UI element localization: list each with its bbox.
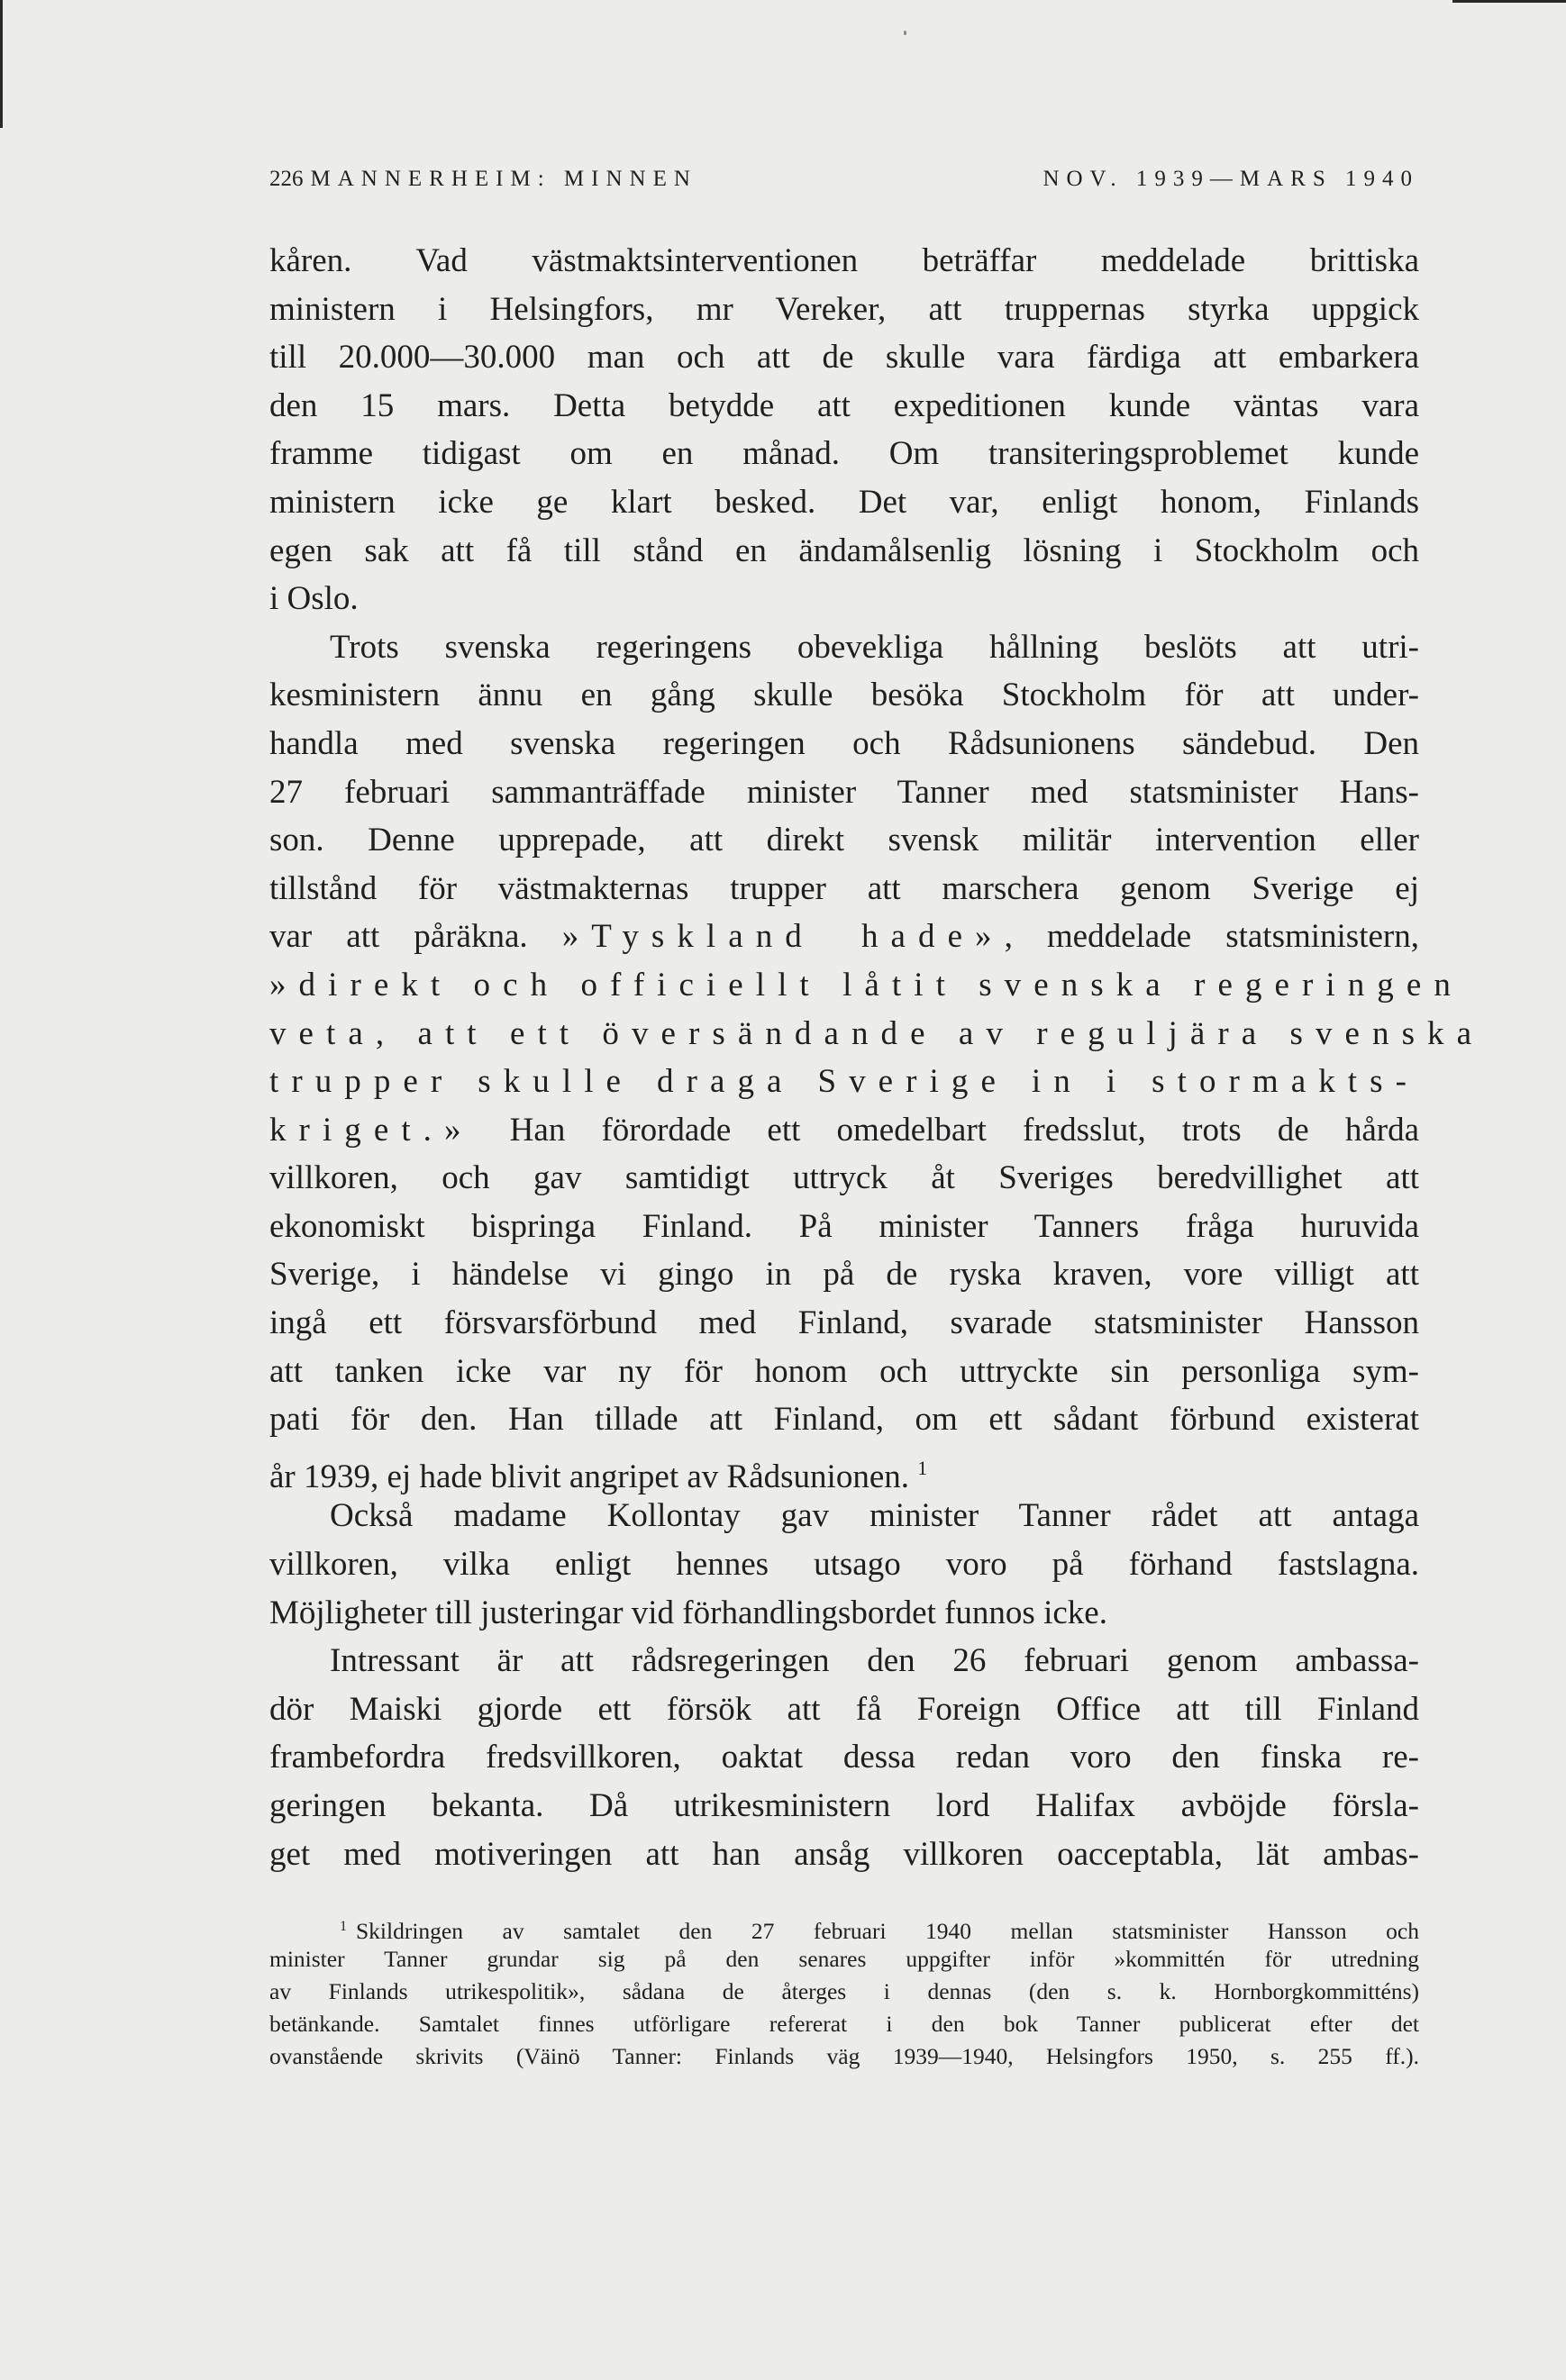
text-line: geringen bekanta. Då utrikesministern lord Halifax avböjde försla- [269,1787,1419,1824]
text-line: i Oslo. [269,580,359,618]
spaced-quote-line: veta, att ett översändande av reguljära svenska [269,1014,1485,1052]
text-line: egen sak att få till stånd en ändamålsenlig lösning i Stockholm och [269,531,1419,569]
text-segment: Han förordade ett omedelbart fredsslut, trots de hårda [473,1111,1419,1149]
running-period: NOV. 1939—MARS 1940 [1042,167,1419,191]
footnote-line: betänkande. Samtalet finnes utförligare refererat i den bok Tanner publicerat efter det [269,2011,1419,2037]
text-line: den 15 mars. Detta betydde att expeditionen kunde väntas vara [269,386,1419,424]
paragraph-start-line: Intressant är att rådsregeringen den 26 februari genom ambassa- [330,1642,1419,1680]
spaced-quote-line: trupper skulle draga Sverige in i stormakts- [269,1063,1419,1101]
text-line: framme tidigast om en månad. Om transiteringsproblemet kunde [269,435,1419,473]
text-line: tillstånd för västmakternas trupper att marschera genom Sverige ej [269,869,1419,907]
text-line [269,1106,1419,1155]
text-segment: var att påräkna. [269,918,562,956]
text-line: ekonomiskt bispringa Finland. På minister Tanners fråga huruvida [269,1207,1419,1245]
text-line: 27 februari sammanträffade minister Tanner med statsminister Hans- [269,773,1419,811]
footnote-line [269,1911,1419,1943]
text-line: kesministern ännu en gång skulle besöka Stockholm för att under- [269,677,1419,714]
paper-speck [904,31,906,35]
scan-edge-left [0,0,3,128]
footnotes [269,1911,1419,2073]
text-line: villkoren, och gav samtidigt uttryck åt Sveriges beredvillighet att [269,1159,1419,1197]
running-head [269,166,1419,193]
text-line: att tanken icke var ny för honom och uttryckte sin personliga sym- [269,1352,1419,1390]
footnote-line: av Finlands utrikespolitik», sådana de återges i dennas (den s. k. Hornborgkommitténs) [269,1978,1419,2004]
text-line: son. Denne upprepade, att direkt svensk militär intervention eller [269,822,1419,859]
paragraph-start-line: Också madame Kollontay gav minister Tanner rådet att antaga [330,1497,1419,1535]
text-line: ministern icke ge klart besked. Det var, enligt honom, Finlands [269,483,1419,521]
paragraph-start-line: Trots svenska regeringens obevekliga hållning beslöts att utri- [330,628,1419,666]
text-line: ingå ett försvarsförbund med Finland, svarade statsminister Hansson [269,1304,1419,1342]
running-title: MANNERHEIM: MINNEN [310,167,697,191]
footnote-text: Skildringen av samtalet den 27 februari 1940 mellan statsminister Hansson och [356,1918,1419,1944]
scan-edge-top [1452,0,1566,3]
footnote-line: ovanstående skrivits (Väinö Tanner: Finlands väg 1939—1940, Helsingfors 1950, s. 255 ff.). [269,2043,1419,2069]
body-text [269,237,1485,1878]
text-line: pati för den. Han tillade att Finland, om ett sådant förbund existerat [269,1401,1419,1439]
text-line: ministern i Helsingfors, mr Vereker, att truppernas styrka uppgick [269,290,1419,328]
text-line [269,913,1419,961]
footnote-line: minister Tanner grundar sig på den senares uppgifter inför »kommittén för utredning [269,1946,1419,1972]
text-line: villkoren, vilka enligt hennes utsago voro på förhand fastslagna. [269,1546,1419,1584]
page-number: 226 [269,167,304,191]
text-segment: år 1939, ej hade blivit angripet av Rådsunionen. [269,1458,918,1495]
spaced-quote-line: »direkt och officiellt låtit svenska regeringen [269,966,1463,1004]
text-line: get med motiveringen att han ansåg villkoren oacceptabla, lät ambas- [269,1835,1419,1873]
footnote-reference[interactable]: 1 [917,1456,928,1479]
text-line: Möjligheter till justeringar vid förhandlingsbordet funnos icke. [269,1594,1107,1631]
text-line: dör Maiski gjorde ett försök att få Foreign Office att till Finland [269,1690,1419,1728]
text-line [269,1444,1419,1493]
spaced-quote: »Tyskland hade» [561,918,1005,956]
spaced-quote: kriget.» [269,1111,474,1149]
text-line: till 20.000—30.000 man och att de skulle vara färdiga att embarkera [269,339,1419,377]
text-line: handla med svenska regeringen och Rådsunionens sändebud. Den [269,724,1419,762]
text-segment: , meddelade statsministern, [1004,918,1419,956]
text-line: Sverige, i händelse vi gingo in på de ryska kraven, vore villigt att [269,1256,1419,1294]
text-line: frambefordra fredsvillkoren, oaktat dessa redan voro den finska re- [269,1739,1419,1776]
footnote-marker: 1 [340,1919,347,1934]
text-line: kåren. Vad västmaktsinterventionen beträffar meddelade brittiska [269,242,1419,279]
